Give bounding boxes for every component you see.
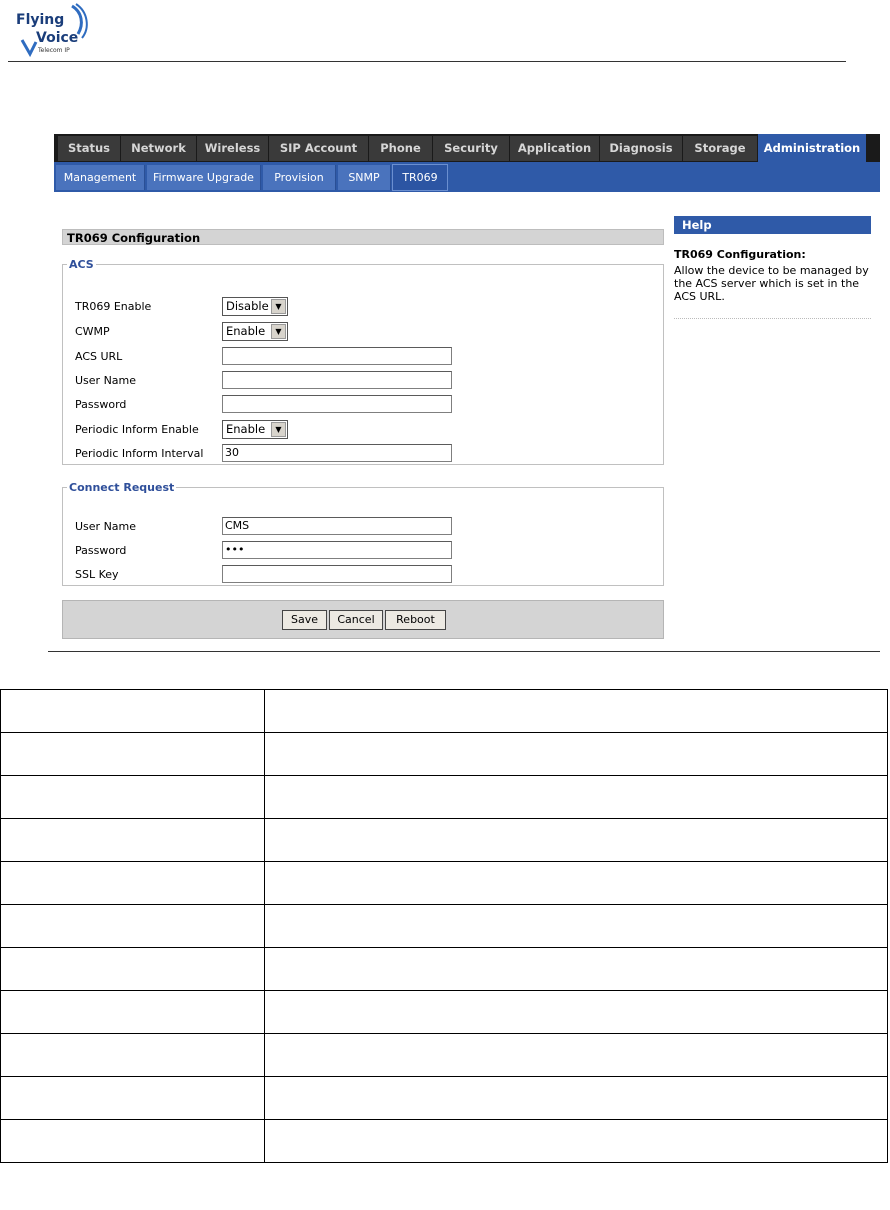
table-row	[1, 862, 888, 905]
button-bar	[62, 600, 664, 639]
cr-username-input[interactable]: CMS	[222, 517, 452, 535]
table-cell	[265, 1034, 888, 1077]
router-admin-screenshot	[54, 134, 880, 646]
subtab-provision[interactable]: Provision	[263, 165, 336, 190]
cr-password-label: Password	[75, 544, 127, 557]
tab-wireless[interactable]: Wireless	[197, 136, 269, 161]
periodic-interval-label: Periodic Inform Interval	[75, 447, 204, 460]
reboot-button[interactable]: Reboot	[385, 610, 446, 630]
header-divider	[8, 61, 846, 62]
table-cell	[265, 690, 888, 733]
tab-sip-account[interactable]: SIP Account	[269, 136, 369, 161]
tr069-enable-label: TR069 Enable	[75, 300, 152, 313]
ssl-key-input[interactable]	[222, 565, 452, 583]
table-row	[1, 690, 888, 733]
cwmp-label: CWMP	[75, 325, 110, 338]
flying-voice-logo	[14, 2, 104, 58]
tab-diagnosis[interactable]: Diagnosis	[600, 136, 683, 161]
table-cell	[265, 733, 888, 776]
acs-legend: ACS	[69, 258, 94, 271]
cwmp-select[interactable]: Enable ▼	[222, 322, 288, 341]
help-title: TR069 Configuration:	[674, 248, 806, 261]
table-cell	[1, 776, 265, 819]
tab-administration[interactable]: Administration	[758, 134, 867, 162]
save-button[interactable]: Save	[282, 610, 327, 630]
svg-text:Flying: Flying	[16, 12, 65, 28]
table-cell	[1, 948, 265, 991]
help-text: Allow the device to be managed by the ACS server which is set in the ACS URL.	[674, 264, 869, 303]
connect-request-legend: Connect Request	[69, 481, 175, 494]
table-cell	[1, 733, 265, 776]
table-cell	[1, 819, 265, 862]
tab-storage[interactable]: Storage	[683, 136, 758, 161]
tab-status[interactable]: Status	[58, 136, 121, 161]
chevron-down-icon: ▼	[271, 299, 286, 314]
table-cell	[265, 948, 888, 991]
table-row	[1, 905, 888, 948]
cancel-button[interactable]: Cancel	[329, 610, 383, 630]
sub-navigation	[54, 162, 880, 192]
table-cell	[1, 1077, 265, 1120]
cr-password-input[interactable]: •••	[222, 541, 452, 559]
table-cell	[1, 991, 265, 1034]
table-cell	[265, 862, 888, 905]
parameter-table	[0, 689, 888, 1163]
table-cell	[1, 905, 265, 948]
subtab-firmware-upgrade[interactable]: Firmware Upgrade	[147, 165, 261, 190]
help-header: Help	[674, 216, 871, 234]
periodic-enable-select[interactable]: Enable ▼	[222, 420, 288, 439]
table-cell	[265, 1120, 888, 1163]
table-row	[1, 819, 888, 862]
svg-text:Telecom IP: Telecom IP	[38, 47, 70, 54]
table-row	[1, 1120, 888, 1163]
tr069-enable-select[interactable]: Disable ▼	[222, 297, 288, 316]
periodic-enable-label: Periodic Inform Enable	[75, 423, 199, 436]
table-row	[1, 991, 888, 1034]
table-row	[1, 1034, 888, 1077]
svg-text:Voice: Voice	[36, 30, 79, 46]
chevron-down-icon: ▼	[271, 324, 286, 339]
acs-url-label: ACS URL	[75, 350, 123, 363]
chevron-down-icon: ▼	[271, 422, 286, 437]
acs-username-input[interactable]	[222, 371, 452, 389]
table-row	[1, 948, 888, 991]
ssl-key-label: SSL Key	[75, 568, 119, 581]
table-cell	[1, 862, 265, 905]
table-cell	[1, 690, 265, 733]
acs-url-input[interactable]	[222, 347, 452, 365]
top-navigation	[54, 134, 880, 162]
connect-request-fieldset	[62, 481, 664, 586]
acs-fieldset	[62, 258, 664, 465]
help-divider	[674, 318, 871, 319]
subtab-management[interactable]: Management	[56, 165, 145, 190]
screenshot-divider	[48, 651, 880, 652]
table-cell	[265, 819, 888, 862]
tab-network[interactable]: Network	[121, 136, 197, 161]
acs-password-input[interactable]	[222, 395, 452, 413]
table-cell	[1, 1034, 265, 1077]
table-cell	[265, 1077, 888, 1120]
acs-password-label: Password	[75, 398, 127, 411]
table-row	[1, 1077, 888, 1120]
cr-username-label: User Name	[75, 520, 137, 533]
table-cell	[265, 991, 888, 1034]
subtab-snmp[interactable]: SNMP	[338, 165, 391, 190]
tab-phone[interactable]: Phone	[369, 136, 433, 161]
table-cell	[265, 776, 888, 819]
periodic-interval-input[interactable]: 30	[222, 444, 452, 462]
table-cell	[265, 905, 888, 948]
acs-username-label: User Name	[75, 374, 137, 387]
table-row	[1, 776, 888, 819]
table-row	[1, 733, 888, 776]
tab-application[interactable]: Application	[510, 136, 600, 161]
table-cell	[1, 1120, 265, 1163]
subtab-tr069[interactable]: TR069	[392, 164, 448, 191]
config-title: TR069 Configuration	[62, 229, 664, 245]
tab-security[interactable]: Security	[433, 136, 510, 161]
